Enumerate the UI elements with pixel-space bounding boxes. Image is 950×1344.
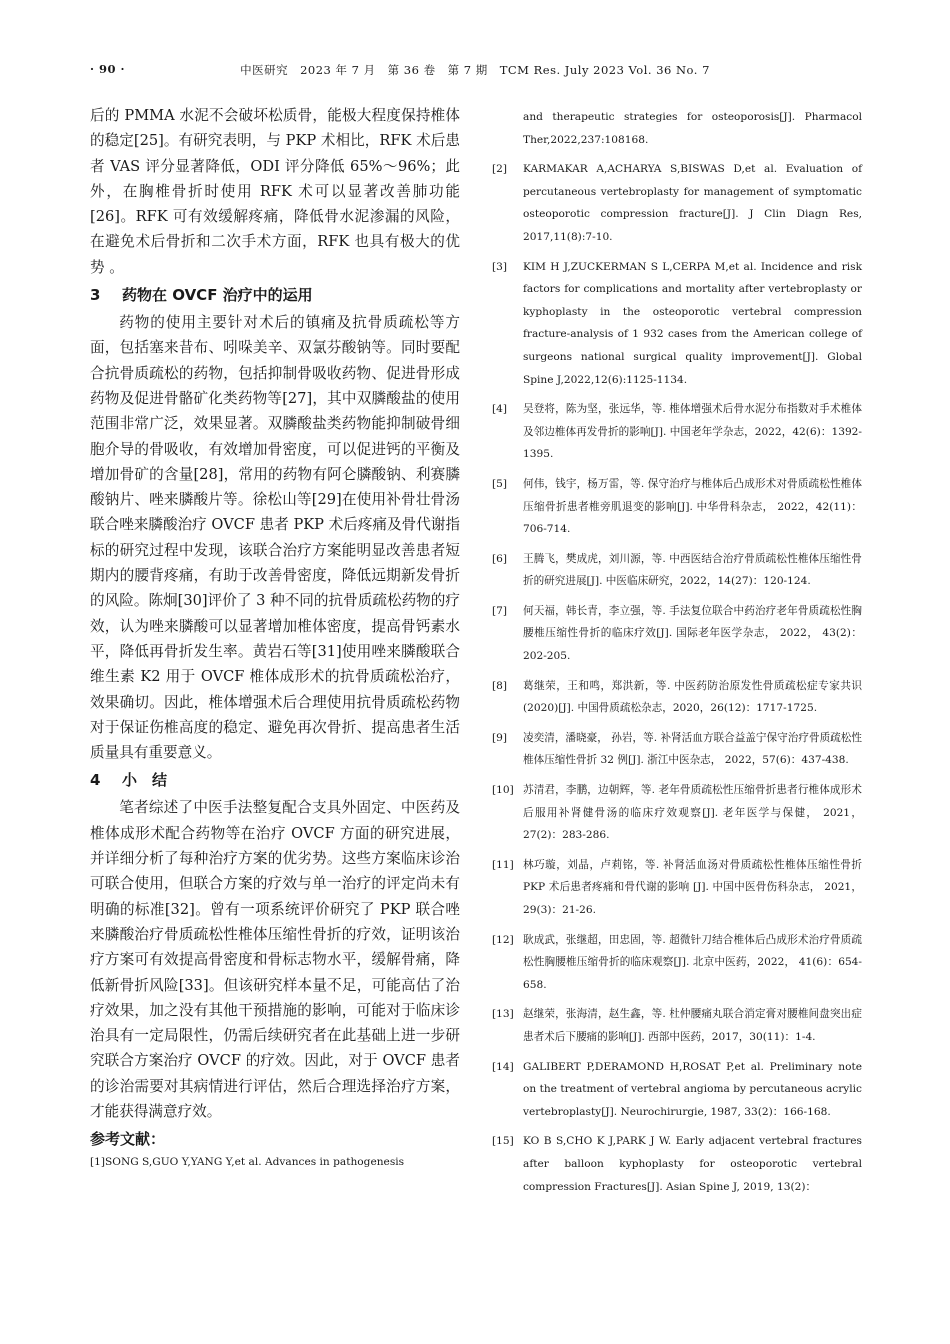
reference-item <box>492 473 862 541</box>
reference-text: GALIBERT P,DERAMOND H,ROSAT P,et al. Preliminary note on the treatment of vertebral angioma by percutaneous acrylic vertebroplasty[J]. Neurochirurgie, 1987, 33(2)：166-168. <box>523 1060 862 1118</box>
reference-number: [13] <box>492 1008 514 1021</box>
reference-number: [8] <box>492 679 508 692</box>
reference-text: 耿成武，张继超，田忠固，等. 超微针刀结合椎体后凸成形术治疗骨质疏松性胸腰椎压缩骨折的临床观察[J]. 北京中医药，2022， 41(6)：654-658. <box>523 933 862 991</box>
reference-number: [15] <box>492 1135 514 1148</box>
reference-text: 何天福，韩长青，李立强，等. 手法复位联合中药治疗老年骨质疏松性胸腰椎压缩性骨折的临床疗效[J]. 国际老年医学杂志， 2022， 43(2)：202-205. <box>523 604 862 663</box>
reference-item <box>492 600 862 668</box>
reference-item <box>492 398 862 466</box>
reference-text: KIM H J,ZUCKERMAN S L,CERPA M,et al. Incidence and risk factors for complications and mortality after vertebroplasty or kyphoplasty in the osteoporotic vertebral compression fracture-analysis of 1 932 cases from the American college of surgeons national surgical quality improvement[J]. Global Spine J,2022,12(6):1125-1134. <box>523 260 862 386</box>
paragraph-rfk: 后的 PMMA 水泥不会破坏松质骨，能极大程度保持椎体的稳定[25]。有研究表明，与 PKP 术相比，RFK 术后患者 VAS 评分显著降低，ODI 评分降低 65%～96%；此外，在胸椎骨折时使用 RFK 术可以显著改善肺功能[26]。RFK 可有效缓解疼痛，降低骨水泥渗漏的风险，在避免术后骨折和二次手术方面，RFK 也具有极大的优势 。 <box>90 107 460 276</box>
reference-number: [6] <box>492 552 508 565</box>
reference-1-continued: and therapeutic strategies for osteoporosis[J]. Pharmacol Ther,2022,237:108168. <box>523 111 862 146</box>
reference-text: 何伟，钱宇，杨万雷，等. 保守治疗与椎体后凸成形术对骨质疏松性椎体压缩骨折患者椎旁肌退变的影响[J]. 中华骨科杂志， 2022，42(11)：706-714. <box>523 477 862 536</box>
reference-text: 赵继荣，张海清，赵生鑫，等. 杜仲腰痛丸联合消定膏对腰椎间盘突出症患者术后下腰痛的影响[J]. 西部中医药，2017，30(11)：1-4. <box>523 1008 862 1043</box>
reference-number: [10] <box>492 784 514 797</box>
reference-list <box>492 158 862 1198</box>
section-title: 小 结 <box>122 771 168 790</box>
references-title: 参考文献： <box>90 1130 166 1149</box>
reference-number: [4] <box>492 403 508 416</box>
journal-running-head: 中医研究 2023 年 7 月 第 36 卷 第 7 期 TCM Res. July 2023 Vol. 36 No. 7 <box>240 63 710 77</box>
reference-text: 葛继荣，王和鸣，郑洪新，等. 中医药防治原发性骨质疏松症专家共识(2020)[J]. 中国骨质疏松杂志，2020，26(12)：1717-1725. <box>523 679 862 715</box>
reference-item <box>492 854 862 922</box>
reference-number: [3] <box>492 260 508 273</box>
reference-item <box>492 548 862 593</box>
reference-number: [14] <box>492 1060 514 1073</box>
reference-item <box>492 727 862 772</box>
section-number: 4 <box>90 771 101 790</box>
reference-item <box>492 675 862 720</box>
reference-text: KARMAKAR A,ACHARYA S,BISWAS D,et al. Evaluation of percutaneous vertebroplasty for management of symptomatic osteoporotic compression fracture[J]. J Clin Diagn Res, 2017,11(8):7-10. <box>523 163 862 243</box>
section-title: 药物在 OVCF 治疗中的运用 <box>122 286 313 305</box>
page-number: · 90 · <box>90 62 126 76</box>
reference-item <box>492 158 862 248</box>
right-column <box>492 106 862 1205</box>
reference-item <box>492 1056 862 1124</box>
reference-number: [7] <box>492 604 508 617</box>
reference-1: [1]SONG S,GUO Y,YANG Y,et al. Advances in pathogenesis <box>90 1156 405 1169</box>
reference-number: [2] <box>492 163 508 176</box>
reference-text: 吴登将，陈为坚，张远华，等. 椎体增强术后骨水泥分布指数对手术椎体及邻边椎体再发骨折的影响[J]. 中国老年学杂志，2022，42(6)：1392-1395. <box>523 403 862 461</box>
reference-number: [11] <box>492 858 514 871</box>
section-heading-4 <box>90 767 460 793</box>
reference-text: 凌奕清，潘晓豪， 孙岩，等. 补肾活血方联合益盖宁保守治疗骨质疏松性椎体压缩性骨折 32 例[J]. 浙江中医杂志， 2022，57(6)：437-438. <box>523 731 862 767</box>
section-heading-3 <box>90 282 460 308</box>
reference-item <box>492 929 862 997</box>
paragraph-drugs: 药物的使用主要针对术后的镇痛及抗骨质疏松等方面，包括塞来昔布、吲哚美辛、双氯芬酸钠等。同时要配合抗骨质疏松的药物，包括抑制骨吸收药物、促进骨形成药物及促进骨骼矿化类药物等[27]，其中双膦酸盐的使用范围非常广泛，效果显著。双膦酸盐类药物能抑制破骨细胞介导的骨吸收，有效增加骨密度，可以促进钙的平衡及增加骨矿的含量[28]，常用的药物有阿仑膦酸钠、利赛膦酸钠片、唑来膦酸片等。徐松山等[29]在使用补骨壮骨汤联合唑来膦酸治疗 OVCF 患者 PKP 术后疼痛及骨代谢指标的研究过程中发现，该联合治疗方案能明显改善患者短期内的腰背疼痛，有助于改善骨密度，降低远期新发骨折的风险。陈炯[30]评价了 3 种不同的抗骨质疏松药物的疗效，认为唑来膦酸可以显著增加椎体密度，提高骨钙素水平，降低再骨折发生率。黄岩石等[31]使用唑来膦酸联合维生素 K2 用于 OVCF 椎体成形术的抗骨质疏松治疗，效果确切。因此，椎体增强术后合理使用抗骨质疏松药物对于保证伤椎高度的稳定、避免再次骨折、提高患者生活质量具有重要意义。 <box>90 314 460 762</box>
reference-text: 苏清君，李鹏，边朝辉，等. 老年骨质疏松性压缩骨折患者行椎体成形术后服用补肾健骨汤的临床疗效观察[J]. 老年医学与保健， 2021，27(2)：283-286. <box>523 784 862 842</box>
page-header <box>90 62 860 82</box>
paragraph-summary: 笔者综述了中医手法整复配合支具外固定、中医药及椎体成形术配合药物等在治疗 OVCF 方面的研究进展，并详细分析了每种治疗方案的优劣势。这些方案临床诊治可联合使用，但联合方案的疗效与单一治疗的评定尚未有明确的标准[32]。曾有一项系统评价研究了 PKP 联合唑来膦酸治疗骨质疏松性椎体压缩性骨折的疗效，证明该治疗方案可有效提高骨密度和骨标志物水平，缓解骨痛，降低新骨折风险[33]。但该研究样本量不足，可能高估了治疗效果，加之没有其他干预措施的影响，可能对于临床诊治具有一定局限性，仍需后续研究者在此基础上进一步研究联合方案治疗 OVCF 的疗效。因此，对于 OVCF 患者的诊治需要对其病情进行评估，然后合理选择治疗方案，才能获得满意疗效。 <box>90 799 460 1120</box>
reference-item <box>492 779 862 847</box>
reference-item <box>492 256 862 392</box>
reference-number: [5] <box>492 477 508 490</box>
reference-text: KO B S,CHO K J,PARK J W. Early adjacent vertebral fractures after balloon kyphoplasty for osteoporotic vertebral compression Fractures[J]. Asian Spine J, 2019, 13(2)： <box>523 1135 862 1193</box>
reference-number: [9] <box>492 731 508 744</box>
section-number: 3 <box>90 286 101 305</box>
reference-number: [12] <box>492 933 514 946</box>
reference-item <box>492 1003 862 1048</box>
left-column <box>90 103 460 1172</box>
reference-item <box>492 1130 862 1198</box>
reference-text: 林巧璇，刘晶，卢莉铭，等. 补肾活血汤对骨质疏松性椎体压缩性骨折 PKP 术后患者疼痛和骨代谢的影响 [J]. 中国中医骨伤科杂志， 2021，29(3)：21-26. <box>523 858 862 916</box>
reference-text: 王腾飞，樊成虎，刘川源，等. 中西医结合治疗骨质疏松性椎体压缩性骨折的研究进展[J]. 中医临床研究，2022，14(27)：120-124. <box>523 552 862 588</box>
